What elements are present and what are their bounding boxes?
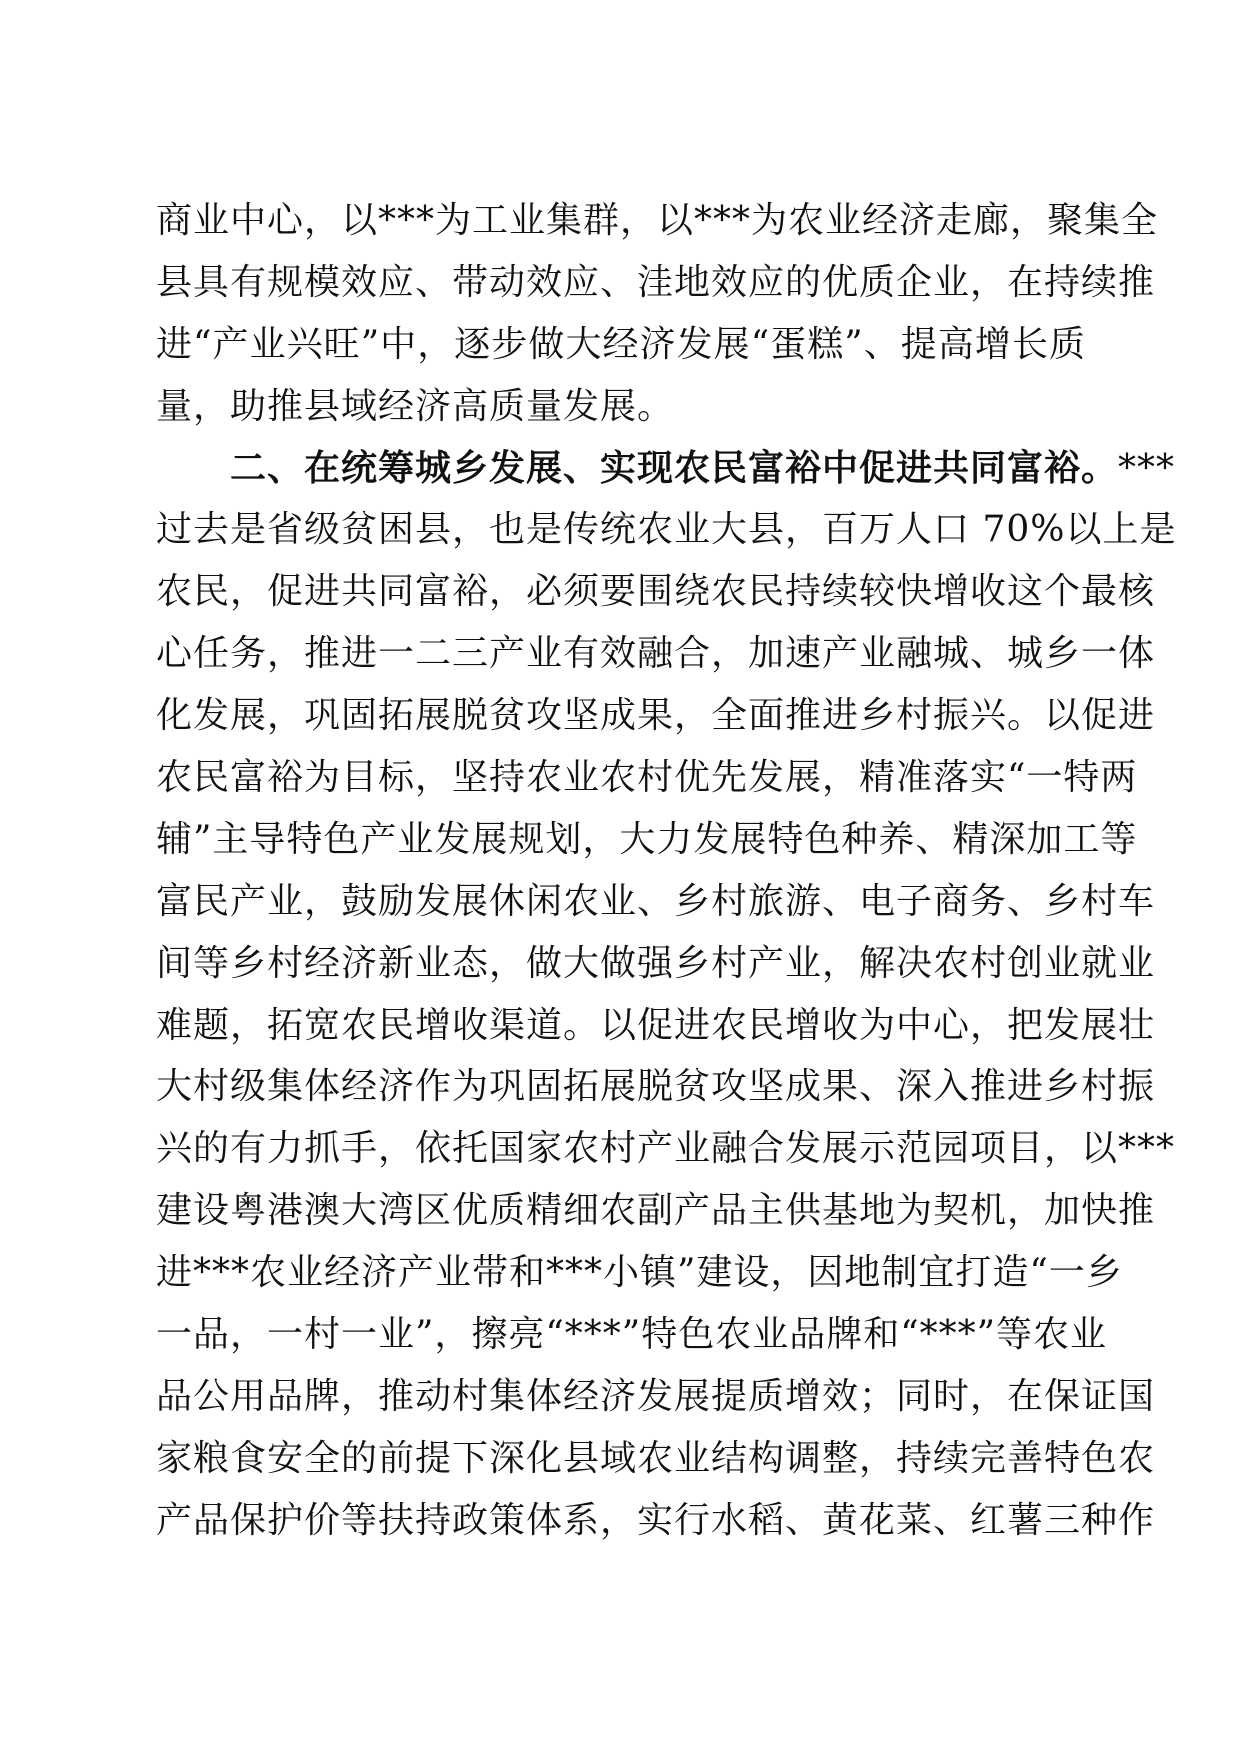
text-line: 农民，促进共同富裕，必须要围绕农民持续较快增收这个最核 <box>156 571 1156 613</box>
text-line: 难题，拓宽农民增收渠道。以促进农民增收为中心，把发展壮 <box>156 1004 1156 1046</box>
text-line: 兴的有力抓手，依托国家农村产业融合发展示范园项目，以*** <box>156 1128 1176 1170</box>
text-line: 建设粤港澳大湾区优质精细农副产品主供基地为契机，加快推 <box>156 1190 1156 1232</box>
text-line: 品公用品牌，推动村集体经济发展提质增效；同时，在保证国 <box>156 1375 1156 1417</box>
text-line: 进“产业兴旺”中，逐步做大经济发展“蛋糕”、提高增长质 <box>156 323 1086 365</box>
text-line: 大村级集体经济作为巩固拓展脱贫攻坚成果、深入推进乡村振 <box>156 1066 1156 1108</box>
section-heading-tail: *** <box>1118 447 1176 489</box>
text-line: 量，助推县域经济高质量发展。 <box>156 385 675 427</box>
text-line: 心任务，推进一二三产业有效融合，加速产业融城、城乡一体 <box>156 633 1156 675</box>
text-line: 化发展，巩固拓展脱贫攻坚成果，全面推进乡村振兴。以促进 <box>156 695 1156 737</box>
text-line: 县具有规模效应、带动效应、洼地效应的优质企业，在持续推 <box>156 261 1156 303</box>
text-line: 一品，一村一业”，擦亮“***”特色农业品牌和“***”等农业 <box>156 1314 1108 1356</box>
text-line: 进***农业经济产业带和***小镇”建设，因地制宜打造“一乡 <box>156 1252 1123 1294</box>
text-line: 商业中心，以***为工业集群，以***为农业经济走廊，聚集全 <box>156 200 1159 241</box>
section-heading: 二、在统筹城乡发展、实现农民富裕中促进共同富裕。 <box>230 447 1119 489</box>
text-line: 间等乡村经济新业态，做大做强乡村产业，解决农村创业就业 <box>156 942 1156 984</box>
text-line: 辅”主导特色产业发展规划，大力发展特色种养、精深加工等 <box>156 818 1138 860</box>
text-line: 农民富裕为目标，坚持农业农村优先发展，精准落实“一特两 <box>156 757 1138 799</box>
body-text <box>156 190 1177 1552</box>
text-line: 富民产业，鼓励发展休闲农业、乡村旅游、电子商务、乡村车 <box>156 880 1156 922</box>
text-line: 过去是省级贫困县，也是传统农业大县，百万人口 70%以上是 <box>156 509 1177 551</box>
text-line: 家粮食安全的前提下深化县域农业结构调整，持续完善特色农 <box>156 1437 1156 1479</box>
section-heading-line <box>156 438 1176 500</box>
text-line: 产品保护价等扶持政策体系，实行水稻、黄花菜、红薯三种作 <box>156 1499 1156 1541</box>
